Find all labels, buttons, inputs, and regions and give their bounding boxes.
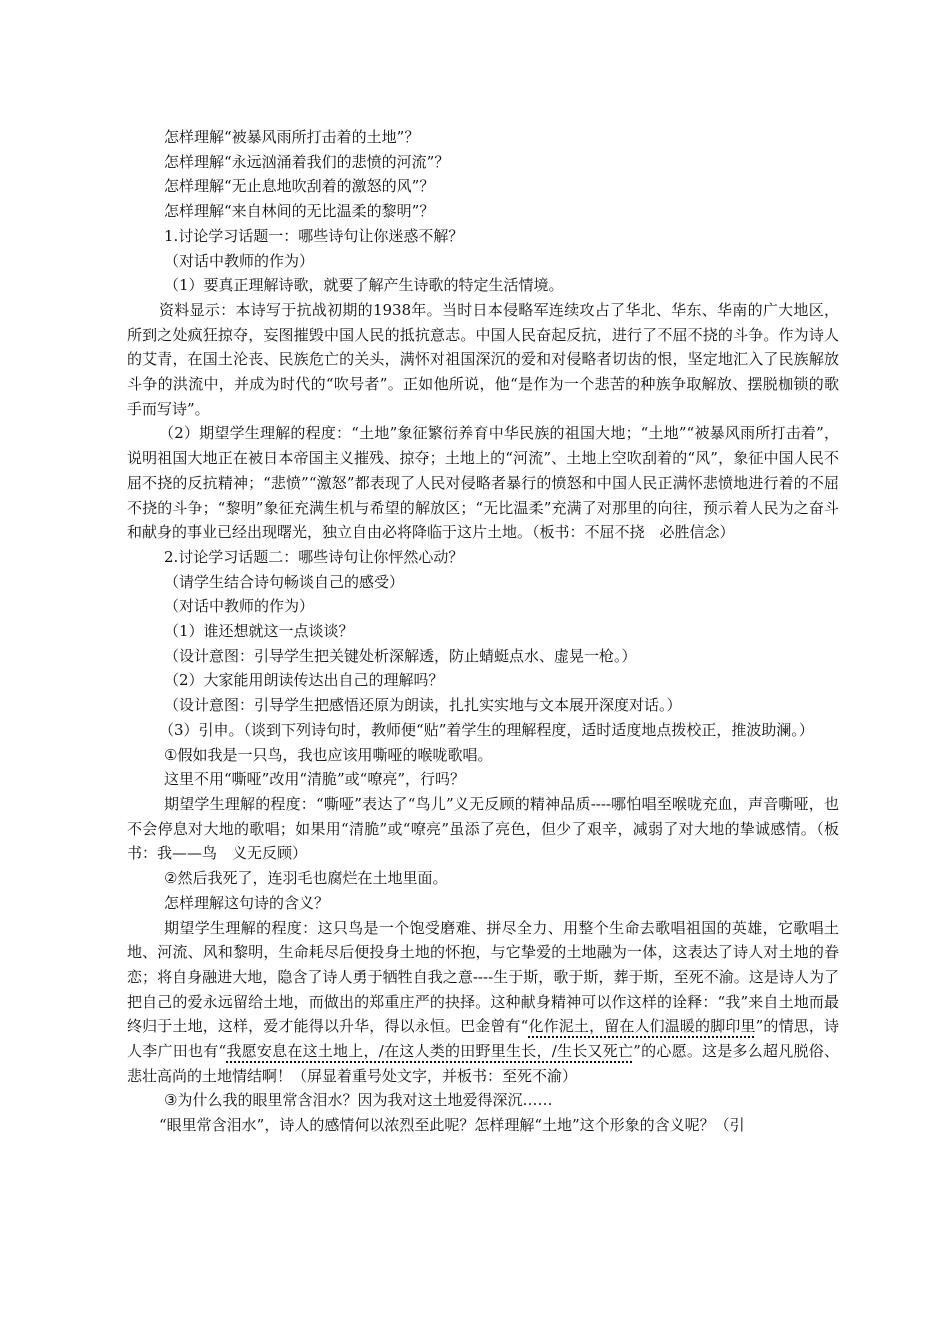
paragraph: 怎样理解“永远汹涌着我们的悲愤的河流”？ — [164, 152, 450, 171]
paragraph: （设计意图：引导学生把感悟还原为朗读，扎扎实实地与文本展开深度对话。） — [164, 696, 682, 715]
paragraph: （2）期望学生理解的程度：“土地”象征繁衍养育中华民族的祖国大地；“土地”“被暴风雨所打击着”，说明祖国大地正在被日本帝国主义摧残、掠夺；土地上的“河流”、土地上空吹刮着的“风”，象征中国人民不屈不挠的反抗精神；“悲愤”“激怒”都表现了人民对侵略者暴行的愤怒和中国人民正满怀悲愤地进行着的不屈不挠的斗争；“黎明”象征充满生机与希望的解放区；“无比温柔”充满了对那里的向往，预示着人民为之奋斗和献身的事业已经出现曙光，独立自由必将降临于这片土地。（板书：不屈不挠 必胜信念） — [127, 424, 839, 542]
paragraph: ②然后我死了，连羽毛也腐烂在土地里面。 — [164, 869, 448, 888]
paragraph-long — [127, 916, 839, 1089]
paragraph: 期望学生理解的程度：“嘶哑”表达了“鸟儿”义无反顾的精神品质----哪怕唱至喉咙充血，声音嘶哑，也不会停息对大地的歌唱；如果用“清脆”或“嘹亮”虽添了亮色，但少了艰辛，减弱了对大地的挚诚感情。（板书：我——鸟 义无反顾） — [127, 794, 839, 863]
paragraph: 2.讨论学习话题二：哪些诗句让你怦然心动？ — [164, 547, 464, 566]
text-run: ”的情思，诗人李广田也有“ — [127, 1017, 840, 1061]
text-run: ”的心愿。这是多么超凡脱俗、悲壮高尚的土地情结啊！（屏显着重号处文字，并板书：至死不渝） — [127, 1042, 839, 1085]
emphasized-quote: 化作泥土，留在人们温暖的脚印里 — [528, 1017, 756, 1036]
paragraph: 怎样理解“来自林间的无比温柔的黎明”？ — [164, 202, 435, 221]
paragraph: （请学生结合诗句畅谈自己的感受） — [164, 572, 405, 591]
paragraph: ①假如我是一只鸟，我也应该用嘶哑的喉咙歌唱。 — [164, 745, 493, 764]
paragraph: ③为什么我的眼里常含泪水？因为我对这土地爱得深沉…… — [164, 1091, 553, 1110]
paragraph: 怎样理解“无止息地吹刮着的激怒的风”？ — [164, 177, 435, 196]
paragraph: （1）谁还想就这一点谈谈？ — [164, 622, 354, 641]
lesson-text — [127, 125, 839, 1138]
paragraph: 1.讨论学习话题一：哪些诗句让你迷惑不解？ — [164, 226, 464, 245]
paragraph: （3）引申。（谈到下列诗句时，教师便“贴”着学生的理解程度，适时适度地点拨校正，推波助澜。） — [159, 720, 814, 739]
paragraph: （对话中教师的作为） — [164, 597, 315, 616]
paragraph: 这里不用“嘶哑”改用“清脆”或“嘹亮”，行吗？ — [164, 770, 466, 789]
paragraph: 资料显示：本诗写于抗战初期的1938年。当时日本侵略军连续攻占了华北、华东、华南的广大地区，所到之处疯狂掠夺，妄图摧毁中国人民的抵抗意志。中国人民奋起反抗，进行了不屈不挠的斗争。作为诗人的艾青，在国土沦丧、民族危亡的关头，满怀对祖国深沉的爱和对侵略者切齿的恨，坚定地汇入了民族解放斗争的洪流中，并成为时代的“吹号者”。正如他所说，他“是作为一个悲苦的种族争取解放、摆脱枷锁的歌手而写诗”。 — [127, 300, 839, 418]
paragraph: （1）要真正理解诗歌，就要了解产生诗歌的特定生活情境。 — [164, 276, 564, 295]
paragraph: （对话中教师的作为） — [164, 251, 315, 270]
paragraph: 怎样理解“被暴风雨所打击着的土地”？ — [164, 128, 420, 146]
paragraph-group — [127, 125, 839, 916]
paragraph: （2）大家能用朗读传达出自己的理解吗？ — [164, 671, 444, 690]
paragraph: 怎样理解这句诗的含义？ — [164, 893, 330, 912]
paragraph: （设计意图：引导学生把关键处析深解透，防止蜻蜓点水、虚晃一枪。） — [164, 646, 637, 665]
paragraph: “眼里常含泪水”，诗人的感情何以浓烈至此呢？怎样理解“土地”这个形象的含义呢？（引 — [159, 1116, 745, 1135]
emphasized-quote: 我愿安息在这土地上，/在这人类的田野里生长，/生长又死亡 — [226, 1042, 634, 1061]
paragraph-group — [127, 1088, 839, 1137]
text-run: 期望学生理解的程度：这只鸟是一个饱受磨难、拼尽全力、用整个生命去歌唱祖国的英雄，它歌唱土地、河流、风和黎明，生命耗尽后便投身土地的怀抱，与它挚爱的土地融为一体，这表达了诗人对土地的眷恋；将自身融进大地，隐含了诗人勇于牺牲自我之意----生于斯，歌于斯，葬于斯，至死不渝。这是诗人为了把自己的爱永远留给土地，而做出的郑重庄严的抉择。这种献身精神可以作这样的诠释：“我”来自土地而最终归于土地，这样，爱才能得以升华，得以永恒。巴金曾有“ — [127, 918, 839, 1036]
